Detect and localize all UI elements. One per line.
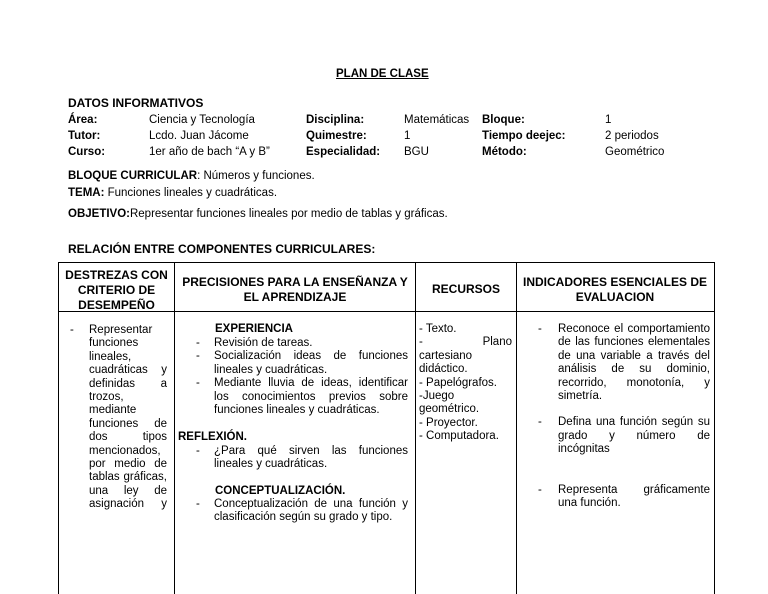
text-line: una ley de [89,484,167,497]
text-line: grado y número de [558,429,710,442]
reflexion-heading: REFLEXIÓN. [178,431,248,443]
text-line: didáctico. [419,363,468,376]
quimestre-value: 1 [404,130,411,142]
reflexion-list [196,445,408,472]
header-indicadores: INDICADORES ESENCIALES DE EVALUACION [522,275,708,304]
bullet-dash: - [196,377,200,390]
table-col-border [174,262,175,594]
text-line: cartesiano [419,349,473,362]
text-line: mediante [89,404,137,417]
text-line: funciones de [89,417,167,430]
especialidad-label: Especialidad: [306,146,381,158]
text-line: Representar [89,324,153,336]
text-line: funciones [89,337,139,350]
text-line: una función. [558,497,621,510]
table-col-border [415,262,416,594]
curso-label: Curso: [68,146,106,158]
text-line: lineales, [89,350,132,363]
text-line: asignación y [89,498,167,511]
text-line: - Computadora. [419,430,499,443]
header-destrezas: DESTREZAS CON CRITERIO DE DESEMPEÑO [65,268,168,312]
area-value: Ciencia y Tecnología [149,114,255,126]
metodo-value: Geométrico [605,146,665,158]
text-line: Reconoce el comportamiento [558,323,710,335]
text-line: Defina una función según su [558,416,710,429]
text-line: por medio de [89,458,167,471]
text-line: lineales y cuadráticas. [214,363,328,376]
text-line: lineales y cuadráticas. [214,458,328,471]
text-line: incógnitas [558,443,610,456]
text-line: dos tipos [89,431,167,444]
list-item [196,445,408,472]
header-precisiones: PRECISIONES PARA LA ENSEÑANZA Y EL APRENDIZAJE [182,275,408,304]
tutor-label: Tutor: [68,130,101,142]
list-item [196,498,408,525]
text-line: trozos, [89,391,124,404]
table-col-border [714,262,715,594]
text-line: Representa gráficamente [558,483,710,496]
page-title: PLAN DE CLASE [336,68,429,80]
text-line: de una variable a través del [558,349,710,362]
text-line: Revisión de tareas. [214,337,313,349]
text-line: los conocimientos previos sobre [214,390,408,403]
destrezas-text [89,324,167,512]
text-line: geométrico. [419,403,480,416]
text-line: definidas a [89,377,167,390]
bullet-dash: - [538,416,542,429]
bloque-curricular-label: BLOQUE CURRICULAR [68,170,198,182]
text-line: Conceptualización de una función y [214,498,408,510]
bloque-value: 1 [605,114,612,126]
especialidad-value: BGU [404,146,429,158]
text-line: - Proyector. [419,416,478,429]
disciplina-label: Disciplina: [306,114,365,126]
text-line: análisis de su dominio, [558,363,710,376]
curso-value: 1er año de bach “A y B” [149,146,270,158]
list-item [196,350,408,377]
tiempo-label: Tiempo deejec: [482,130,566,142]
disciplina-value: Matemáticas [404,114,470,126]
text-line: ¿Para qué sirven las funciones [214,445,408,457]
conceptualizacion-list [196,498,408,525]
text-line: -Juego [419,390,455,403]
header-recursos: RECURSOS [431,282,500,296]
text-line: simetría. [558,390,603,403]
text-line: - Plano [419,336,512,349]
destrezas-bullet: - [70,324,74,336]
objetivo-value: Representar funciones lineales por medio de tablas y gráficas. [129,208,448,220]
experiencia-heading: EXPERIENCIA [215,323,293,335]
text-line: mencionados, [89,444,161,457]
indicadores-list [538,323,710,510]
text-line: cuadráticas y [89,364,167,377]
conceptualizacion-heading: CONCEPTUALIZACIÓN. [215,485,346,497]
bloque-curricular [68,170,315,182]
indicador-item [538,323,710,403]
tutor-value: Lcdo. Juan Jácome [149,130,249,142]
relacion-heading: RELACIÓN ENTRE COMPONENTES CURRICULARES: [68,242,376,256]
objetivo-label: OBJETIVO: [68,208,130,220]
quimestre-label: Quimestre: [306,130,367,142]
list-item [196,337,408,350]
text-line: - Papelógrafos. [419,376,497,389]
indicador-item [538,416,710,456]
text-line: Mediante lluvia de ideas, identificar [214,377,408,390]
text-line: - Texto. [419,323,457,335]
tema-value: Funciones lineales y cuadráticas. [104,187,278,199]
indicador-item [538,484,710,511]
experiencia-list [196,337,408,417]
area-label: Área: [68,114,98,126]
bullet-dash: - [196,498,200,510]
bloque-label: Bloque: [482,114,525,126]
tema-label: TEMA: [68,187,105,199]
text-line: clasificación según su grado y tipo. [214,511,393,524]
text-line: recorrido, monotonía, y [558,376,710,389]
text-line: tablas gráficas, [89,471,167,484]
text-line: Socialización ideas de funciones [214,350,408,363]
objetivo [68,208,448,220]
bullet-dash: - [196,350,200,363]
bullet-dash: - [196,445,200,457]
metodo-label: Método: [482,146,527,158]
table-col-border [516,262,517,594]
table-top-border [58,262,715,263]
datos-heading: DATOS INFORMATIVOS [68,96,204,110]
tiempo-value: 2 periodos [605,130,659,142]
tema [68,187,277,199]
bullet-dash: - [196,337,200,349]
text-line: de las funciones elementales [558,336,710,349]
recursos-list [419,323,512,444]
bloque-curricular-value: : Números y funciones. [197,170,315,182]
list-item [196,377,408,417]
bullet-dash: - [538,323,542,335]
text-line: funciones lineales y cuadráticas. [214,404,380,417]
bullet-dash: - [538,483,542,496]
